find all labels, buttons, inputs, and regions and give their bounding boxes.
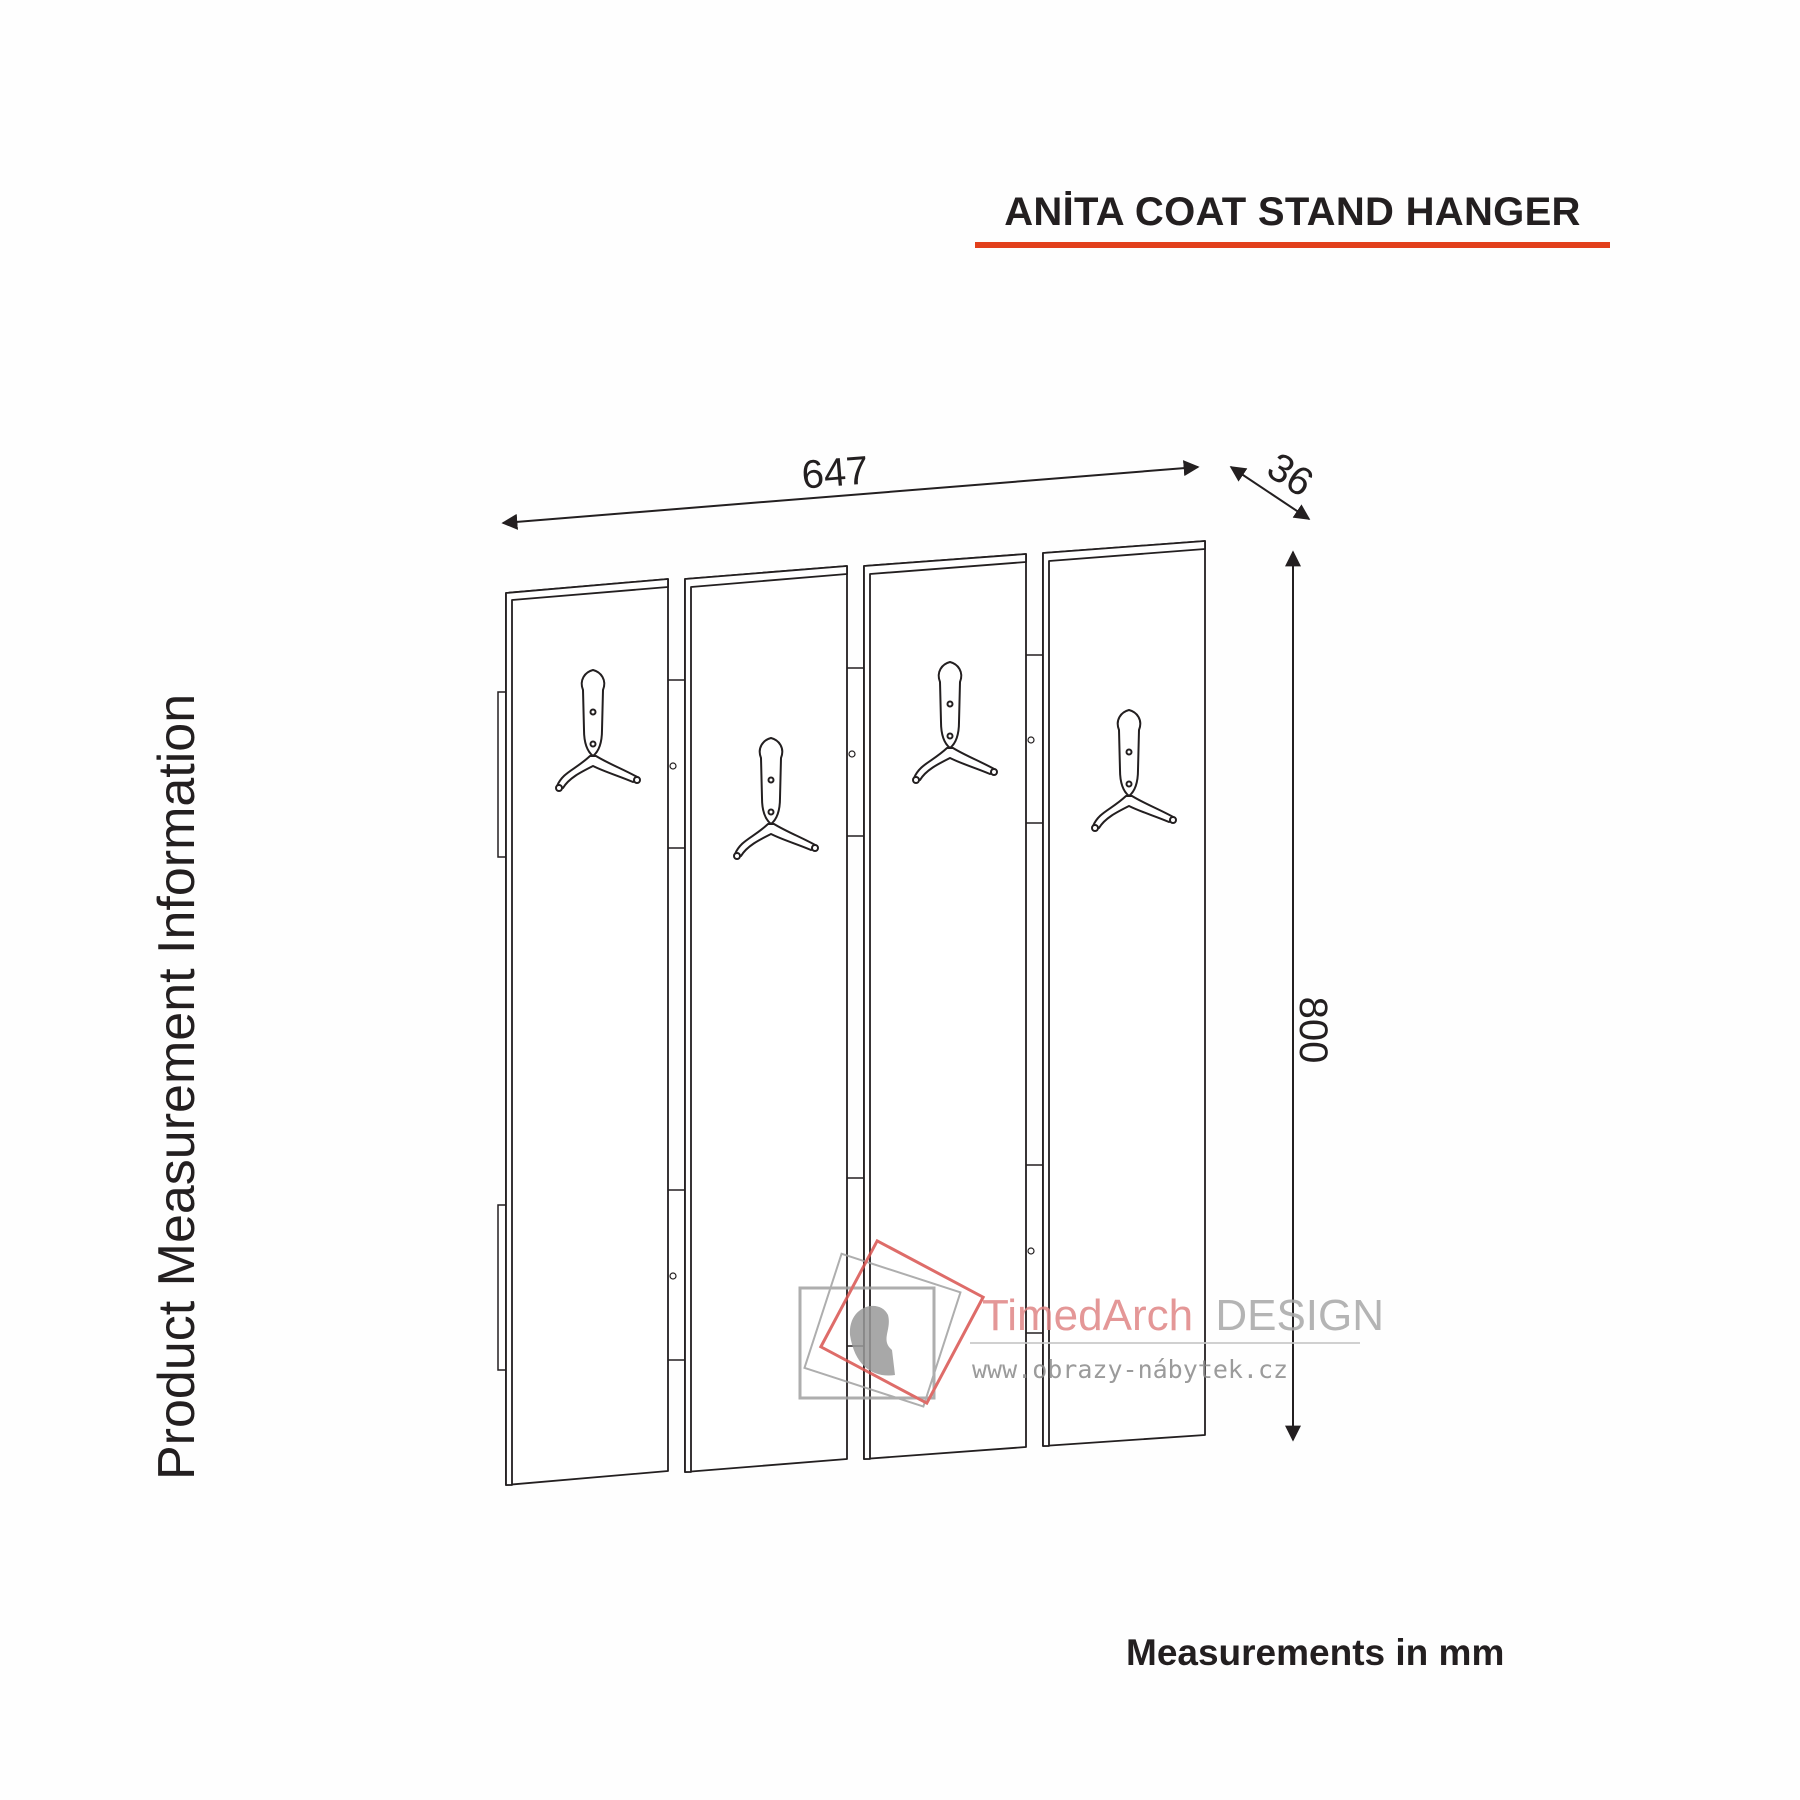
panel-2 — [685, 566, 847, 1472]
depth-dimension-label: 36 — [1259, 444, 1321, 506]
height-dimension-label: 800 — [1291, 996, 1335, 1064]
watermark-url: www.obrazy-nábytek.cz — [972, 1355, 1289, 1384]
width-dimension-label: 647 — [799, 448, 870, 498]
units-note: Measurements in mm — [1126, 1632, 1505, 1673]
watermark-brand: TimedArch DESIGN — [982, 1291, 1385, 1340]
title-block — [975, 190, 1610, 235]
side-label: Product Measurement Information — [148, 693, 206, 1480]
page-title: ANİTA COAT STAND HANGER — [1004, 190, 1581, 234]
title-underline — [975, 242, 1610, 248]
